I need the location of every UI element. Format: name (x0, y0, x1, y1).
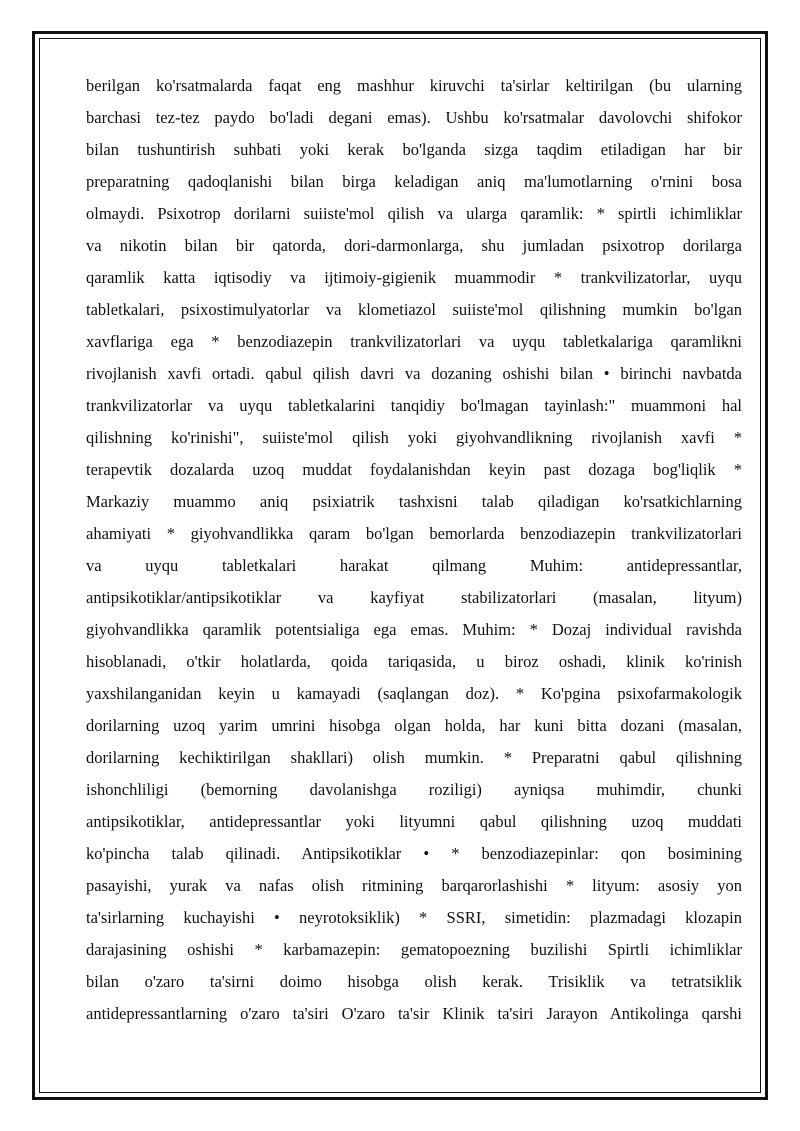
text-line: bilan tushuntirish suhbati yoki kerak bo'lganda sizga taqdim etiladigan har bir (86, 140, 742, 159)
text-line: trankvilizatorlar va uyqu tabletkalarini tanqidiy bo'lmagan tayinlash:" muammoni hal (86, 396, 742, 415)
text-line: va uyqu tabletkalari harakat qilmang Muhim: antidepressantlar, (86, 556, 742, 575)
text-line: va nikotin bilan bir qatorda, dori-darmonlarga, shu jumladan psixotrop dorilarga (86, 236, 742, 255)
text-line: tabletkalari, psixostimulyatorlar va klometiazol suiiste'mol qilishning mumkin bo'lgan (86, 300, 742, 319)
text-line: xavflariga ega * benzodiazepin trankvilizatorlari va uyqu tabletkalariga qaramlikni (86, 332, 742, 351)
text-line: dorilarning uzoq yarim umrini hisobga olgan holda, har kuni bitta dozani (masalan, (86, 716, 742, 735)
text-line: qilishning ko'rinishi", suiiste'mol qilish yoki giyohvandlikning rivojlanish xavfi * (86, 428, 742, 447)
text-line: hisoblanadi, o'tkir holatlarda, qoida tariqasida, u biroz oshadi, klinik ko'rinish (86, 652, 742, 671)
text-line: yaxshilanganidan keyin u kamayadi (saqlangan doz). * Ko'pgina psixofarmakologik (86, 684, 742, 703)
text-line: bilan o'zaro ta'sirni doimo hisobga olish kerak. Trisiklik va tetratsiklik (86, 972, 742, 991)
text-line: olmaydi. Psixotrop dorilarni suiiste'mol qilish va ularga qaramlik: * spirtli ichimliklar (86, 204, 742, 223)
text-line: qaramlik katta iqtisodiy va ijtimoiy-gigienik muammodir * trankvilizatorlar, uyqu (86, 268, 742, 287)
text-line: antidepressantlarning o'zaro ta'siri O'zaro ta'sir Klinik ta'siri Jarayon Antikolinga qarshi (86, 1004, 742, 1023)
text-line: dorilarning kechiktirilgan shakllari) olish mumkin. * Preparatni qabul qilishning (86, 748, 742, 767)
text-line: Markaziy muammo aniq psixiatrik tashxisni talab qiladigan ko'rsatkichlarning (86, 492, 742, 511)
text-line: antipsikotiklar, antidepressantlar yoki lityumni qabul qilishning uzoq muddati (86, 812, 742, 831)
text-line: ishonchliligi (bemorning davolanishga roziligi) ayniqsa muhimdir, chunki (86, 780, 742, 799)
text-line: preparatning qadoqlanishi bilan birga keladigan aniq ma'lumotlarning o'rnini bosa (86, 172, 742, 191)
text-line: berilgan ko'rsatmalarda faqat eng mashhur kiruvchi ta'sirlar keltirilgan (bu ularning (86, 76, 742, 95)
text-line: barchasi tez-tez paydo bo'ladi degani emas). Ushbu ko'rsatmalar davolovchi shifokor (86, 108, 742, 127)
text-line: rivojlanish xavfi ortadi. qabul qilish davri va dozaning oshishi bilan • birinchi navbatda (86, 364, 742, 383)
text-line: ta'sirlarning kuchayishi • neyrotoksiklik) * SSRI, simetidin: plazmadagi klozapin (86, 908, 742, 927)
text-line: ko'pincha talab qilinadi. Antipsikotiklar • * benzodiazepinlar: qon bosimining (86, 844, 742, 863)
text-line: darajasining oshishi * karbamazepin: gematopoezning buzilishi Spirtli ichimliklar (86, 940, 742, 959)
text-line: terapevtik dozalarda uzoq muddat foydalanishdan keyin past dozaga bog'liqlik * (86, 460, 742, 479)
text-line: antipsikotiklar/antipsikotiklar va kayfiyat stabilizatorlari (masalan, lityum) (86, 588, 742, 607)
body-text (86, 70, 742, 1030)
text-line: ahamiyati * giyohvandlikka qaram bo'lgan bemorlarda benzodiazepin trankvilizatorlari (86, 524, 742, 543)
text-line: pasayishi, yurak va nafas olish ritmining barqarorlashishi * lityum: asosiy yon (86, 876, 742, 895)
text-line: giyohvandlikka qaramlik potentsialiga ega emas. Muhim: * Dozaj individual ravishda (86, 620, 742, 639)
